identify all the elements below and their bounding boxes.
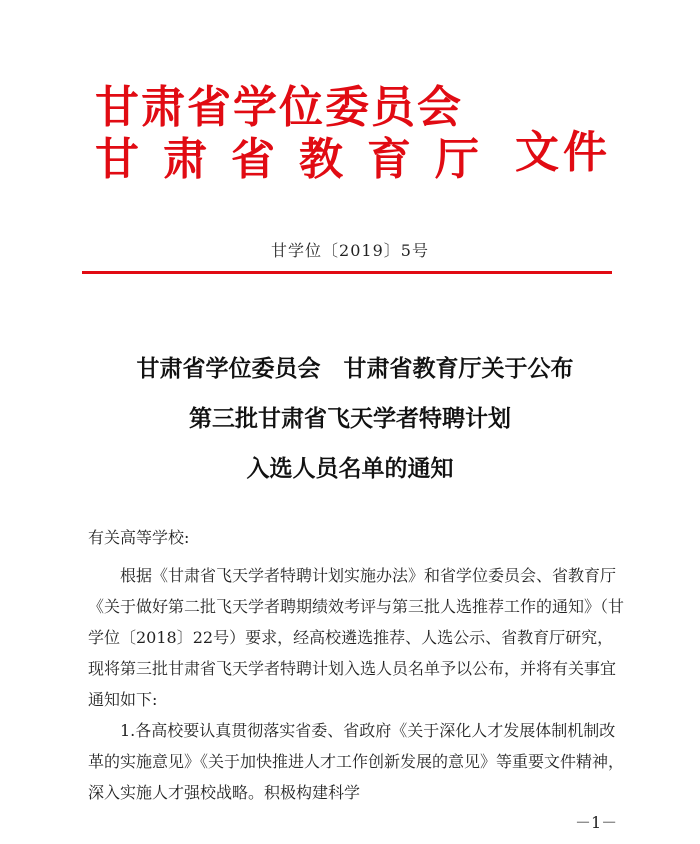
issuer-name-1: 甘肃省学位委员会	[95, 82, 463, 133]
paragraph-1: 根据《甘肃省飞天学者特聘计划实施办法》和省学位委员会、省教育厅《关于做好第二批飞天学者聘期绩效考评与第三批人选推荐工作的通知》（甘学位〔2018〕22号）要求，经高校遴选推荐、人选公示、省教育厅研究，现将第三批甘肃省飞天学者特聘计划入选人员名单予以公布，并将有关事宜通知如下:	[88, 566, 625, 709]
issuer-block	[95, 82, 503, 186]
document-number: 甘学位〔2019〕5号	[271, 241, 429, 260]
paragraph-2: 1.各高校要认真贯彻落实省委、省政府《关于深化人才发展体制机制改革的实施意见》《关于加快推进人才工作创新发展的意见》等重要文件精神，深入实施人才强校战略。积极构建科学	[88, 721, 625, 802]
title-line-2: 第三批甘肃省飞天学者特聘计划	[189, 406, 511, 432]
issuer-suffix: 文件	[515, 127, 611, 178]
page-number: －1－	[575, 813, 618, 832]
document-body	[88, 526, 628, 808]
red-divider	[82, 271, 612, 274]
title-line-1: 甘肃省学位委员会 甘肃省教育厅关于公布	[136, 356, 574, 382]
salutation: 有关高等学校:	[88, 528, 190, 547]
issuer-name-2: 甘肃省教育厅	[95, 134, 503, 185]
title-line-3: 入选人员名单的通知	[246, 456, 454, 482]
document-title	[0, 344, 700, 494]
